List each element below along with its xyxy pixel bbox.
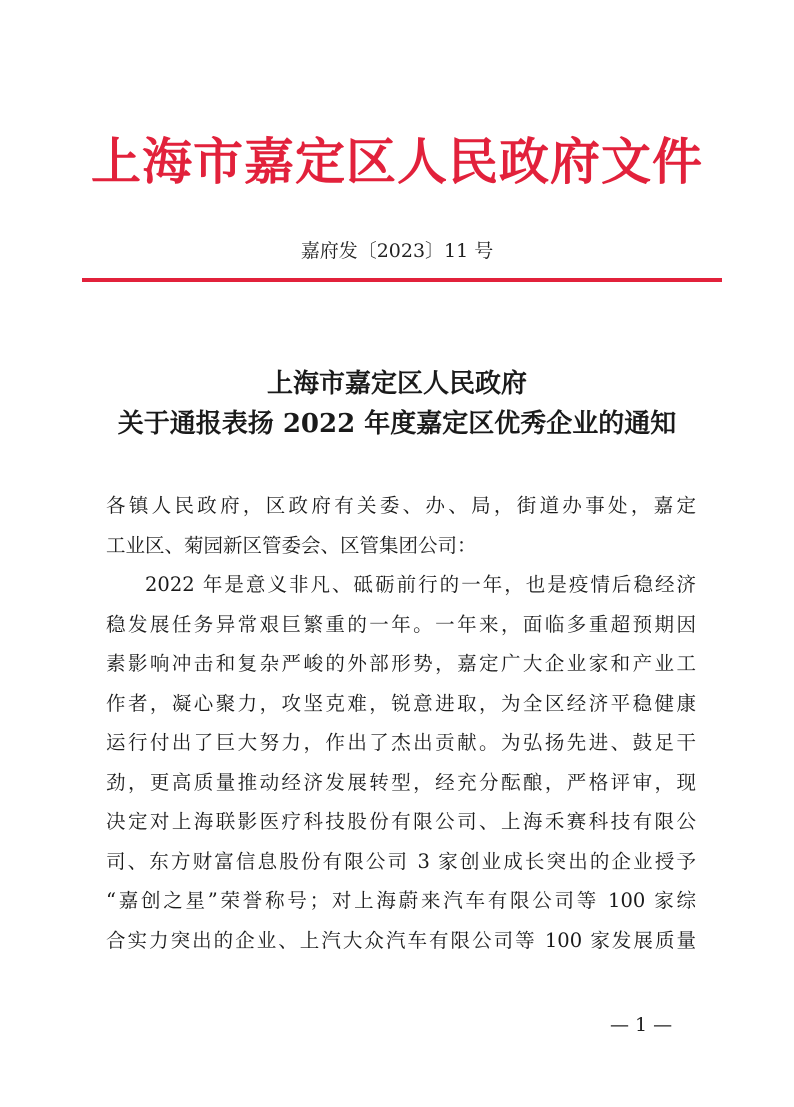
body-line: 稳发展任务异常艰巨繁重的一年。一年来，面临多重超预期因 xyxy=(106,612,696,636)
body-line: 司、东方财富信息股份有限公司 3 家创业成长突出的企业授予 xyxy=(106,849,696,873)
body-line: 决定对上海联影医疗科技股份有限公司、上海禾赛科技有限公 xyxy=(106,810,696,833)
header-red-rule xyxy=(82,278,722,282)
document-number: 嘉府发〔2023〕11 号 xyxy=(300,240,494,262)
body-line: 运行付出了巨大努力，作出了杰出贡献。为弘扬先进、鼓足干 xyxy=(106,731,696,754)
notice-body xyxy=(106,486,696,960)
notice-title-line-2: 关于通报表扬 2022 年度嘉定区优秀企业的通知 xyxy=(117,409,677,439)
document-header-title: 上海市嘉定区人民政府文件 xyxy=(91,132,703,191)
page-number: — 1 — xyxy=(610,1014,673,1036)
notice-title-line-1: 上海市嘉定区人民政府 xyxy=(266,369,527,399)
body-line: 各镇人民政府，区政府有关委、办、局，街道办事处，嘉定 xyxy=(106,494,696,517)
body-line: “嘉创之星”荣誉称号；对上海蔚来汽车有限公司等 100 家综 xyxy=(106,889,696,912)
body-line: 工业区、菊园新区管委会、区管集团公司： xyxy=(106,533,477,557)
body-line: 作者，凝心聚力，攻坚克难，锐意进取，为全区经济平稳健康 xyxy=(106,691,696,715)
body-line: 2022 年是意义非凡、砥砺前行的一年，也是疫情后稳经济 xyxy=(145,573,696,596)
body-line: 素影响冲击和复杂严峻的外部形势，嘉定广大企业家和产业工 xyxy=(106,652,696,675)
body-line: 劲，更高质量推动经济发展转型，经充分酝酿，严格评审，现 xyxy=(106,770,696,794)
body-line: 合实力突出的企业、上汽大众汽车有限公司等 100 家发展质量 xyxy=(106,928,696,952)
